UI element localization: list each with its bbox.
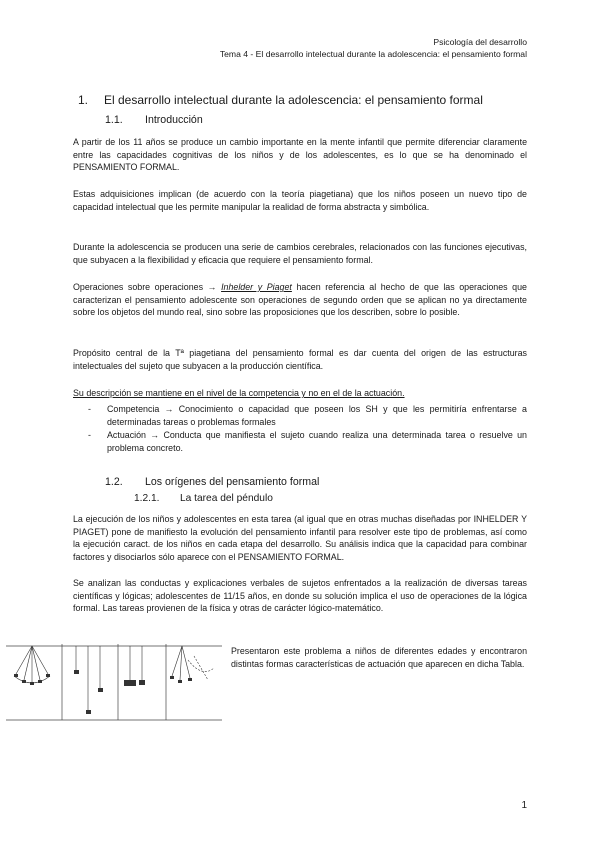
- bullet-dash: -: [88, 430, 91, 441]
- intro-paragraph-3: Durante la adolescencia se producen una serie de cambios cerebrales, relacionados con las funciones ejecutivas, que subyacen a la flexibilidad y eficacia que requiere el pensamiento formal.: [73, 242, 527, 265]
- section-number: 1.1.: [105, 114, 123, 126]
- paragraph-lead: Operaciones sobre operaciones →: [73, 282, 222, 292]
- paragraph-body: hacen referencia al hecho de que las operaciones que caracterizan el pensamiento adolescente son operaciones de segundo orden que se aplican no ya directamente sobre los objetos del mundo real, sino sobre las proposiciones que los describen, sobre lo posible.: [73, 282, 527, 318]
- section-title: Introducción: [145, 114, 203, 126]
- intro-paragraph-2: Estas adquisiciones implican (de acuerdo con la teoría piagetiana) que los niños poseen un nuevo tipo de capacidad intelectual que les permite manipular la realidad de forma abstracta y simbólica.: [73, 189, 527, 212]
- section-1-2-heading: [105, 476, 319, 488]
- intro-paragraph-5: Propósito central de la Tª piagetiana del pensamiento formal es dar cuenta del origen de las estructuras intelectuales del sujeto que subyacen a la producción científica.: [73, 348, 527, 371]
- list-item-text: Actuación → Conducta que manifiesta el sujeto cuando realiza una determinada tarea o resuelve un problema concreto.: [107, 430, 527, 453]
- section-1-heading: [78, 93, 483, 107]
- section-1-2-1-heading: [134, 493, 273, 504]
- authors-reference: Inhelder y Piaget: [221, 282, 292, 292]
- intro-paragraph-6: Su descripción se mantiene en el nivel de la competencia y no en el de la actuación.: [73, 388, 405, 398]
- intro-paragraph-4: [73, 281, 527, 319]
- list-item-text: Competencia → Conocimiento o capacidad que poseen los SH y que les permitiría enfrentarse a determinadas tareas o problemas formales: [107, 404, 527, 427]
- list-item: [73, 429, 527, 454]
- section-number: 1.2.: [105, 476, 123, 488]
- section-number: 1.2.1.: [134, 493, 160, 504]
- page-number: 1: [521, 800, 527, 811]
- definition-list: [73, 403, 527, 455]
- pendulum-paragraph-1: La ejecución de los niños y adolescentes en esta tarea (al igual que en otras muchas diseñadas por INHELDER Y PIAGET) pone de manifiesto la evolución del pensamiento infantil para resolver este tipo de problemas, así como la ejecución caract. de los niños en cada etapa del desarrollo. Su análisis indica que la capacidad para combinar factores y disociarlos sólo aparece con el PENSAMIENTO FORMAL.: [73, 514, 527, 562]
- section-title: El desarrollo intelectual durante la adolescencia: el pensamiento formal: [104, 93, 483, 107]
- header-topic: Tema 4 - El desarrollo intelectual durante la adolescencia: el pensamiento formal: [219, 49, 527, 59]
- pendulum-experiment-figure: [4, 640, 224, 722]
- section-title: La tarea del péndulo: [180, 493, 273, 504]
- section-number: 1.: [78, 93, 89, 107]
- pendulum-paragraph-2: Se analizan las conductas y explicaciones verbales de sujetos enfrentados a la realización de diversas tareas científicas y lógicas; adolescentes de 11/15 años, en donde su solución implica el uso de operaciones de la lógica formal. Las tareas provienen de la física y otras de carácter lógico-matemático.: [73, 578, 527, 614]
- section-title: Los orígenes del pensamiento formal: [145, 476, 320, 488]
- figure-caption: Presentaron este problema a niños de diferentes edades y encontraron distintas formas características de actuación que aparecen en dicha Tabla.: [231, 646, 527, 669]
- intro-paragraph-1: A partir de los 11 años se produce un cambio importante en la mente infantil que permite diferenciar claramente entre las capacidades cognitivas de los niños y de los adolescentes, es lo que se ha denominado el PENSAMIENTO FORMAL.: [73, 137, 527, 173]
- list-item: [73, 403, 527, 428]
- bullet-dash: -: [88, 404, 91, 414]
- running-header: [220, 36, 527, 60]
- section-1-1-heading: [105, 114, 203, 126]
- header-course: Psicología del desarrollo: [433, 37, 527, 47]
